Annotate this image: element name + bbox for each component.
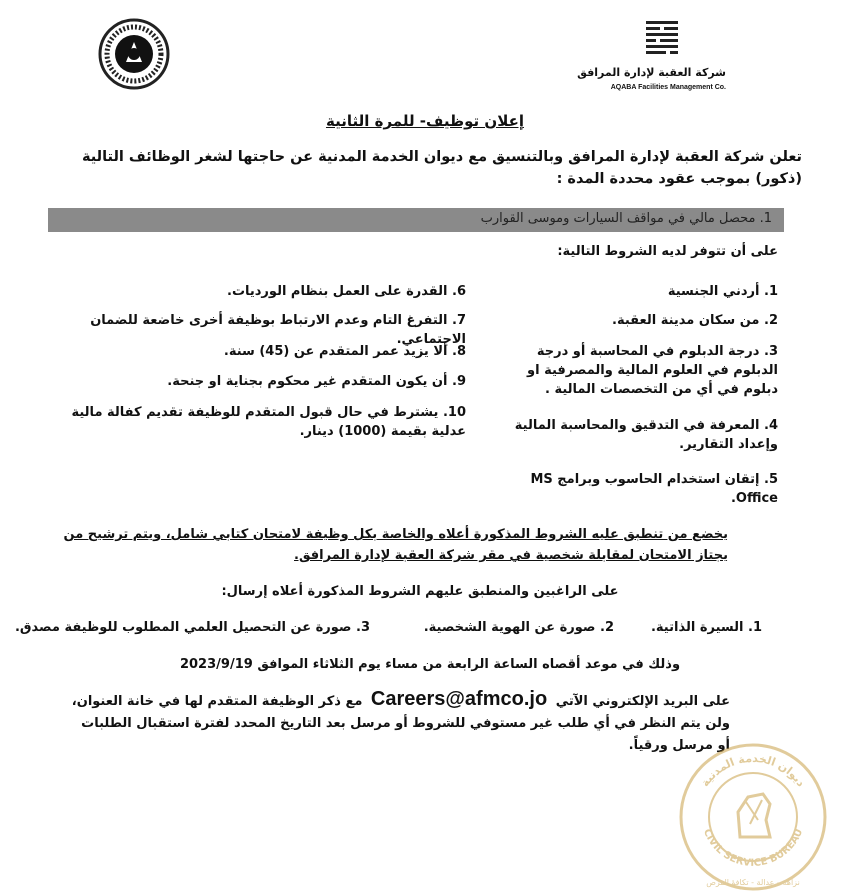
page-title: إعلان توظيف- للمرة الثانية: [325, 112, 524, 130]
document-text: صورة عن الهوية الشخصية.: [423, 620, 596, 635]
round-emblem-icon: [98, 18, 170, 90]
company-logo: [577, 14, 740, 96]
deadline-text: وذلك في موعد أقصاه الساعة الرابعة من مساء يوم الثلاثاء الموافق 2023/9/19: [179, 657, 681, 672]
condition-number: 3.: [764, 344, 778, 359]
condition-number: 8.: [452, 344, 466, 359]
company-name-en: AQABA Facilities Management Co.: [610, 84, 726, 91]
condition-item: [478, 311, 778, 330]
condition-item: [514, 342, 778, 399]
condition-text: من سكان مدينة العقبة.: [612, 313, 760, 328]
position-title: 1. محصل مالي في مواقف السيارات وموسى القوارب: [480, 211, 772, 226]
conditions-intro: على أن تتوفر لديه الشروط التالية:: [557, 244, 778, 259]
selection-note: يخضع من تنطبق عليه الشروط المذكورة أعلاه والخاصة بكل وظيفة لامتحان كتابي شامل، ويتم ترشيح من يجتاز الامتحان لمقابلة شخصية في مقر شركة العقبة لإدارة المرافق.: [63, 527, 728, 563]
document-number: 3.: [356, 620, 370, 635]
company-mark-icon: [642, 18, 682, 58]
condition-item: [514, 470, 778, 508]
condition-item: [66, 372, 466, 391]
email-instructions: [70, 688, 730, 757]
email-before-text: على البريد الإلكتروني الآتي: [555, 694, 730, 709]
document-item: [15, 620, 370, 635]
condition-number: 4.: [764, 418, 778, 433]
condition-text: درجة الدبلوم في المحاسبة أو درجة الدبلوم في العلوم المالية والمصرفية او دبلوم في أي من التخصصات المالية .: [527, 344, 778, 397]
condition-text: المعرفة في التدقيق والمحاسبة المالية وإعداد التقارير.: [514, 418, 778, 452]
condition-text: يشترط في حال قبول المتقدم للوظيفة تقديم كفالة مالية عدلية بقيمة (1000) دينار.: [71, 405, 466, 439]
condition-text: أردني الجنسية: [667, 284, 760, 299]
condition-text: أن يكون المتقدم غير محكوم بجناية او جنحة.: [167, 374, 448, 389]
civil-service-stamp: [678, 742, 828, 892]
document-item: [651, 620, 762, 635]
document-number: 2.: [600, 620, 614, 635]
condition-text: إتقان استخدام الحاسوب وبرامج MS Office.: [530, 472, 778, 506]
intro-paragraph: تعلن شركة العقبة لإدارة المرافق وبالتنسيق مع ديوان الخدمة المدنية عن حاجتها لشغر الوظائف التالية (ذكور) بموجب عقود محددة المدة :: [81, 149, 802, 187]
condition-text: ألا يزيد عمر المتقدم عن (45) سنة.: [223, 344, 448, 359]
condition-number: 10.: [442, 405, 466, 420]
condition-item: [66, 403, 466, 441]
condition-number: 6.: [452, 284, 466, 299]
condition-item: [478, 282, 778, 301]
apply-intro: على الراغبين والمنطبق عليهم الشروط المذكورة أعلاه إرسال:: [221, 584, 619, 599]
condition-number: 2.: [764, 313, 778, 328]
document-number: 1.: [748, 620, 762, 635]
condition-text: التفرغ التام وعدم الارتباط بوظيفة أخرى خاضعة للضمان الاجتماعي.: [90, 313, 466, 347]
document-text: صورة عن التحصيل العلمي المطلوب للوظيفة مصدق.: [14, 620, 352, 635]
document-item: [424, 620, 614, 635]
stamp-english-name: CIVIL SERVICE BUREAU: [700, 827, 806, 869]
position-heading-bar: [48, 208, 784, 232]
condition-text: القدرة على العمل بنظام الورديات.: [227, 284, 448, 299]
condition-item: [514, 416, 778, 454]
condition-number: 7.: [452, 313, 466, 328]
condition-number: 5.: [764, 472, 778, 487]
email-link[interactable]: Careers@afmco.jo: [370, 688, 548, 710]
condition-item: [66, 282, 466, 301]
svg-text:CIVIL SERVICE BUREAU: [701, 827, 805, 869]
stamp-arabic-name: ديوان الخدمة المدنية: [698, 751, 808, 790]
condition-number: 1.: [764, 284, 778, 299]
document-text: السيرة الذاتية.: [650, 620, 744, 635]
condition-number: 9.: [452, 374, 466, 389]
email-after-text: مع ذكر الوظيفة المتقدم لها في خانة العنوان، ولن يتم النظر في أي طلب غير مستوفي للشروط أو مرسل بعد التاريخ المحدد لفترة استقبال الطلبات أو مرسل ورقياً.: [71, 694, 730, 753]
company-name-ar: شركة العقبة لإدارة المرافق: [577, 66, 726, 79]
stamp-motto: نزاهة - عدالة - تكافؤ الفرص: [706, 878, 800, 887]
condition-item: [66, 342, 466, 361]
